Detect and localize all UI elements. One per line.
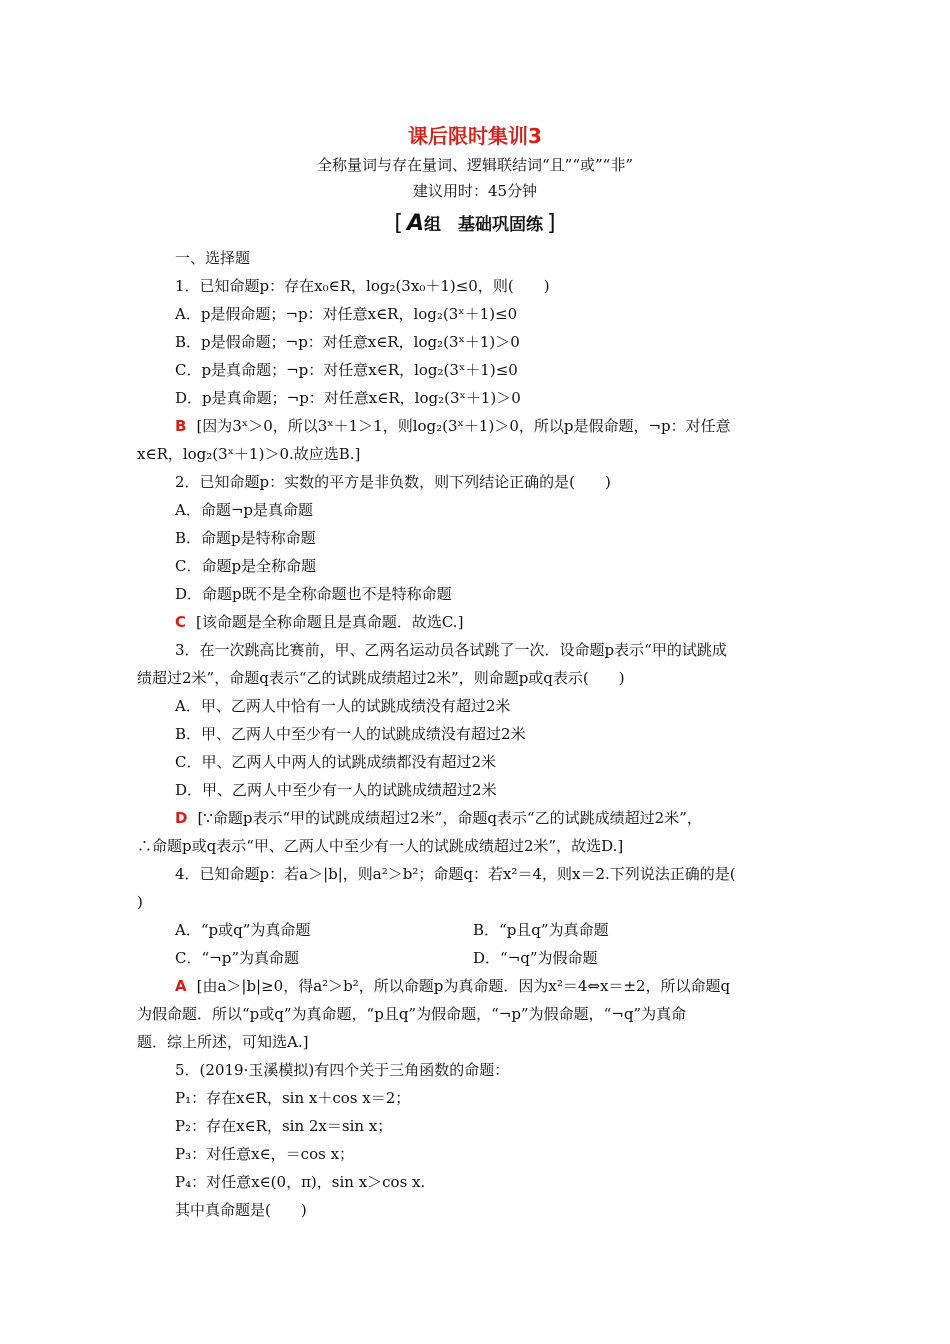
q4-answer: A	[175, 977, 187, 995]
q1-option-b: B．p是假命题；¬p：对任意x∈R，log₂(3ˣ＋1)＞0	[175, 333, 520, 351]
q2-option-a: A．命题¬p是真命题	[175, 501, 314, 519]
q4-stem-line1: 4．已知命题p：若a＞|b|，则a²＞b²；命题q：若x²＝4，则x＝2.下列说法正确的是(	[175, 865, 736, 883]
q2-answer: C	[175, 613, 187, 631]
section-heading: 一、选择题	[175, 249, 251, 267]
q3-option-d: D．甲、乙两人中至少有一人的试跳成绩超过2米	[175, 781, 497, 799]
q2-option-d: D．命题p既不是全称命题也不是特称命题	[175, 585, 452, 603]
q1-option-c: C．p是真命题；¬p：对任意x∈R，log₂(3ˣ＋1)≤0	[175, 361, 518, 379]
group-heading	[0, 210, 950, 239]
q1-explain-line2: x∈R，log₂(3ˣ＋1)＞0.故应选B.]	[137, 445, 361, 463]
q5-stem: 5．(2019·玉溪模拟)有四个关于三角函数的命题：	[175, 1061, 510, 1079]
page-subtitle: 全称量词与存在量词、逻辑联结词“且”“或”“非”	[316, 156, 633, 174]
q1-option-a: A．p是假命题；¬p：对任意x∈R，log₂(3ˣ＋1)≤0	[175, 305, 518, 323]
q4-option-b: B．“p且q”为真命题	[473, 921, 609, 939]
q1-answer: B	[175, 417, 187, 435]
q4-explain-line1: [由a＞|b|≥0，得a²＞b²，所以命题p为真命题．因为x²＝4⇔x＝±2，所以命题q	[196, 977, 731, 995]
q4-stem-line2: )	[137, 893, 143, 911]
q1-explanation	[137, 412, 825, 440]
q2-explain-text: [该命题是全称命题且是真命题．故选C.]	[196, 613, 464, 631]
q4-option-c: C．“¬p”为真命题	[175, 949, 299, 967]
q3-explain-line2: ∴命题p或q表示“甲、乙两人中至少有一人的试跳成绩超过2米”，故选D.]	[137, 837, 624, 855]
suggested-time: 建议用时：45分钟	[412, 182, 538, 200]
q2-option-b: B．命题p是特称命题	[175, 529, 316, 547]
q5-prop-2: P₂：存在x∈R，sin 2x＝sin x；	[175, 1117, 393, 1135]
q3-stem-line2: 绩超过2米”，命题q表示“乙的试跳成绩超过2米”，则命题p或q表示( )	[137, 669, 625, 687]
q3-option-a: A．甲、乙两人中恰有一人的试跳成绩没有超过2米	[175, 697, 511, 715]
q5-prop-3: P₃：对任意x∈，＝cos x；	[175, 1145, 355, 1163]
q1-option-d: D．p是真命题；¬p：对任意x∈R，log₂(3ˣ＋1)＞0	[175, 389, 521, 407]
group-label: 组 基础巩固练	[424, 215, 544, 235]
q4-option-a: A．“p或q”为真命题	[175, 921, 311, 939]
bracket-right: ]	[547, 211, 556, 236]
bracket-left: [	[394, 211, 403, 236]
q5-prop-1: P₁：存在x∈R，sin x＋cos x＝2；	[175, 1089, 411, 1107]
q2-stem: 2．已知命题p：实数的平方是非负数，则下列结论正确的是( )	[175, 473, 611, 491]
document-body	[137, 244, 825, 1224]
q3-answer: D	[175, 809, 188, 827]
group-letter: A	[406, 211, 425, 236]
q5-prop-4: P₄：对任意x∈(0，π)，sin x＞cos x.	[175, 1173, 426, 1191]
q3-stem-line1: 3．在一次跳高比赛前，甲、乙两名运动员各试跳了一次．设命题p表示“甲的试跳成	[175, 641, 727, 659]
q3-explain-line1: [∵命题p表示“甲的试跳成绩超过2米”，命题q表示“乙的试跳成绩超过2米”，	[197, 809, 702, 827]
q4-options-row2	[137, 944, 825, 972]
q4-explain-line2: 为假命题．所以“p或q”为真命题，“p且q”为假命题，“¬p”为假命题，“¬q”为真命	[137, 1005, 687, 1023]
page-title: 课后限时集训3	[408, 124, 542, 148]
q1-explain-line1: [因为3ˣ＞0，所以3ˣ＋1＞1，则log₂(3ˣ＋1)＞0，所以p是假命题，¬p：对任意	[196, 417, 731, 435]
q1-stem: 1．已知命题p：存在x₀∈R，log₂(3x₀＋1)≤0，则( )	[175, 277, 550, 295]
q5-ask: 其中真命题是( )	[175, 1201, 307, 1219]
q4-options-row1	[137, 916, 825, 944]
q4-explanation	[137, 972, 825, 1000]
q2-explanation	[137, 608, 825, 636]
q3-explanation	[137, 804, 825, 832]
q3-option-b: B．甲、乙两人中至少有一人的试跳成绩没有超过2米	[175, 725, 526, 743]
q3-option-c: C．甲、乙两人中两人的试跳成绩都没有超过2米	[175, 753, 497, 771]
q4-explain-line3: 题．综上所述，可知选A.]	[137, 1033, 309, 1051]
q4-option-d: D．“¬q”为假命题	[473, 949, 598, 967]
q2-option-c: C．命题p是全称命题	[175, 557, 317, 575]
